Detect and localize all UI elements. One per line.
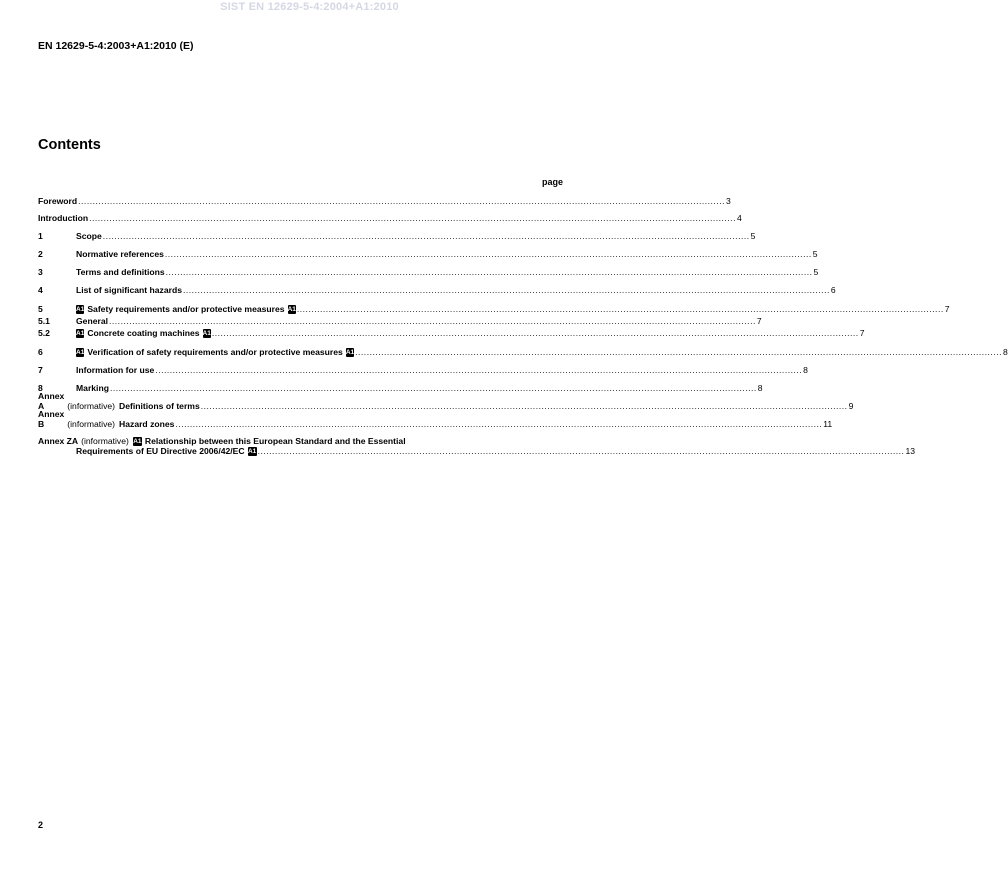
amendment-start-icon: A1 bbox=[76, 330, 85, 337]
toc-title: General bbox=[76, 316, 109, 326]
toc-entry-annex-a[interactable] bbox=[38, 391, 854, 411]
annex-informative: (informative) bbox=[67, 401, 116, 411]
toc-entry-annex-za[interactable] bbox=[38, 436, 915, 456]
toc-number: 1 bbox=[38, 231, 43, 241]
toc-number: 5.1 bbox=[38, 316, 50, 326]
amendment-start-icon: A1 bbox=[76, 349, 85, 356]
toc-title: Information for use bbox=[76, 365, 155, 375]
toc-title: Safety requirements and/or protective measures bbox=[87, 304, 285, 314]
toc-entry-information-for-use[interactable] bbox=[38, 365, 808, 375]
toc-number: 4 bbox=[38, 285, 43, 295]
toc-entry-general[interactable] bbox=[38, 316, 762, 326]
toc-title: Marking bbox=[76, 383, 109, 393]
toc-title: Concrete coating machines bbox=[87, 328, 200, 338]
toc-number: 6 bbox=[38, 347, 43, 357]
page-column-header: page bbox=[542, 177, 564, 187]
leader-dots bbox=[89, 213, 736, 223]
toc-page: 8 bbox=[803, 365, 808, 375]
annex-informative: (informative) bbox=[67, 419, 116, 429]
toc-page: 4 bbox=[736, 213, 742, 223]
toc-page: 7 bbox=[859, 328, 865, 338]
toc-entry-coating-machines[interactable] bbox=[38, 328, 865, 338]
toc-entry-scope[interactable] bbox=[38, 231, 756, 241]
toc-entry-hazards[interactable] bbox=[38, 285, 836, 295]
leader-dots bbox=[109, 316, 756, 326]
toc-number: 3 bbox=[38, 267, 43, 277]
toc-entry-marking[interactable] bbox=[38, 383, 763, 393]
toc-entry-safety-requirements[interactable] bbox=[38, 304, 950, 314]
toc-title: Verification of safety requirements and/or protective measures bbox=[87, 347, 343, 357]
toc-page: 8 bbox=[757, 383, 763, 393]
toc-title: Introduction bbox=[38, 213, 89, 223]
amendment-end-icon: A1 bbox=[345, 349, 355, 356]
amendment-end-icon: A1 bbox=[202, 330, 211, 337]
toc-page: 7 bbox=[944, 304, 950, 314]
amendment-start-icon: A1 bbox=[133, 437, 142, 445]
toc-title-continued: Requirements of EU Directive 2006/42/EC bbox=[76, 446, 245, 456]
leader-dots bbox=[155, 365, 802, 375]
toc-title: List of significant hazards bbox=[76, 285, 183, 295]
leader-dots bbox=[297, 304, 944, 314]
leader-dots bbox=[165, 249, 812, 259]
toc-page: 13 bbox=[905, 446, 915, 456]
toc-page: 5 bbox=[813, 267, 819, 277]
leader-dots bbox=[212, 328, 859, 338]
toc-number: 7 bbox=[38, 365, 43, 375]
amendment-start-icon: A1 bbox=[76, 306, 85, 313]
toc-page: 6 bbox=[830, 285, 836, 295]
toc-title: Hazard zones bbox=[119, 419, 175, 429]
toc-page: 3 bbox=[725, 196, 731, 206]
toc-page: 5 bbox=[812, 249, 818, 259]
toc-number: 8 bbox=[38, 383, 43, 393]
page-number: 2 bbox=[38, 820, 44, 830]
toc-number: 2 bbox=[38, 249, 43, 259]
leader-dots bbox=[175, 419, 822, 429]
annex-label: Annex A bbox=[38, 391, 65, 411]
annex-informative: (informative) bbox=[81, 436, 129, 446]
amendment-end-icon: A1 bbox=[247, 448, 257, 455]
toc-title: Scope bbox=[76, 231, 102, 241]
leader-dots bbox=[78, 196, 725, 206]
leader-dots bbox=[201, 401, 848, 411]
toc-entry-terms-definitions[interactable] bbox=[38, 267, 819, 277]
leader-dots bbox=[183, 285, 830, 295]
amendment-end-icon: A1 bbox=[287, 306, 296, 313]
annex-label: Annex ZA bbox=[38, 436, 79, 446]
toc-page: 5 bbox=[750, 231, 756, 241]
toc-entry-introduction[interactable] bbox=[38, 213, 742, 223]
toc-page: 8 bbox=[1002, 347, 1008, 357]
toc-title: Relationship between this European Standard and the Essential bbox=[144, 436, 406, 446]
toc-number: 5 bbox=[38, 304, 43, 314]
toc-number: 5.2 bbox=[38, 328, 50, 338]
toc-title: Definitions of terms bbox=[119, 401, 200, 411]
toc-title: Foreword bbox=[38, 196, 78, 206]
toc-entry-normative-references[interactable] bbox=[38, 249, 818, 259]
leader-dots bbox=[103, 231, 750, 241]
leader-dots bbox=[258, 446, 905, 456]
toc-entry-annex-b[interactable] bbox=[38, 409, 833, 429]
annex-label: Annex B bbox=[38, 409, 65, 429]
toc-title: Terms and definitions bbox=[76, 267, 165, 277]
document-identifier: EN 12629-5-4:2003+A1:2010 (E) bbox=[38, 40, 194, 52]
watermark: SIST EN 12629-5-4:2004+A1:2010 bbox=[220, 1, 399, 13]
leader-dots bbox=[166, 267, 813, 277]
toc-page: 11 bbox=[823, 419, 833, 429]
toc-entry-verification[interactable] bbox=[38, 347, 1008, 357]
toc-title: Normative references bbox=[76, 249, 164, 259]
toc-entry-foreword[interactable] bbox=[38, 196, 731, 206]
leader-dots bbox=[355, 347, 1002, 357]
page-title: Contents bbox=[38, 137, 101, 153]
toc-page: 9 bbox=[848, 401, 854, 411]
toc-page: 7 bbox=[756, 316, 762, 326]
leader-dots bbox=[110, 383, 757, 393]
